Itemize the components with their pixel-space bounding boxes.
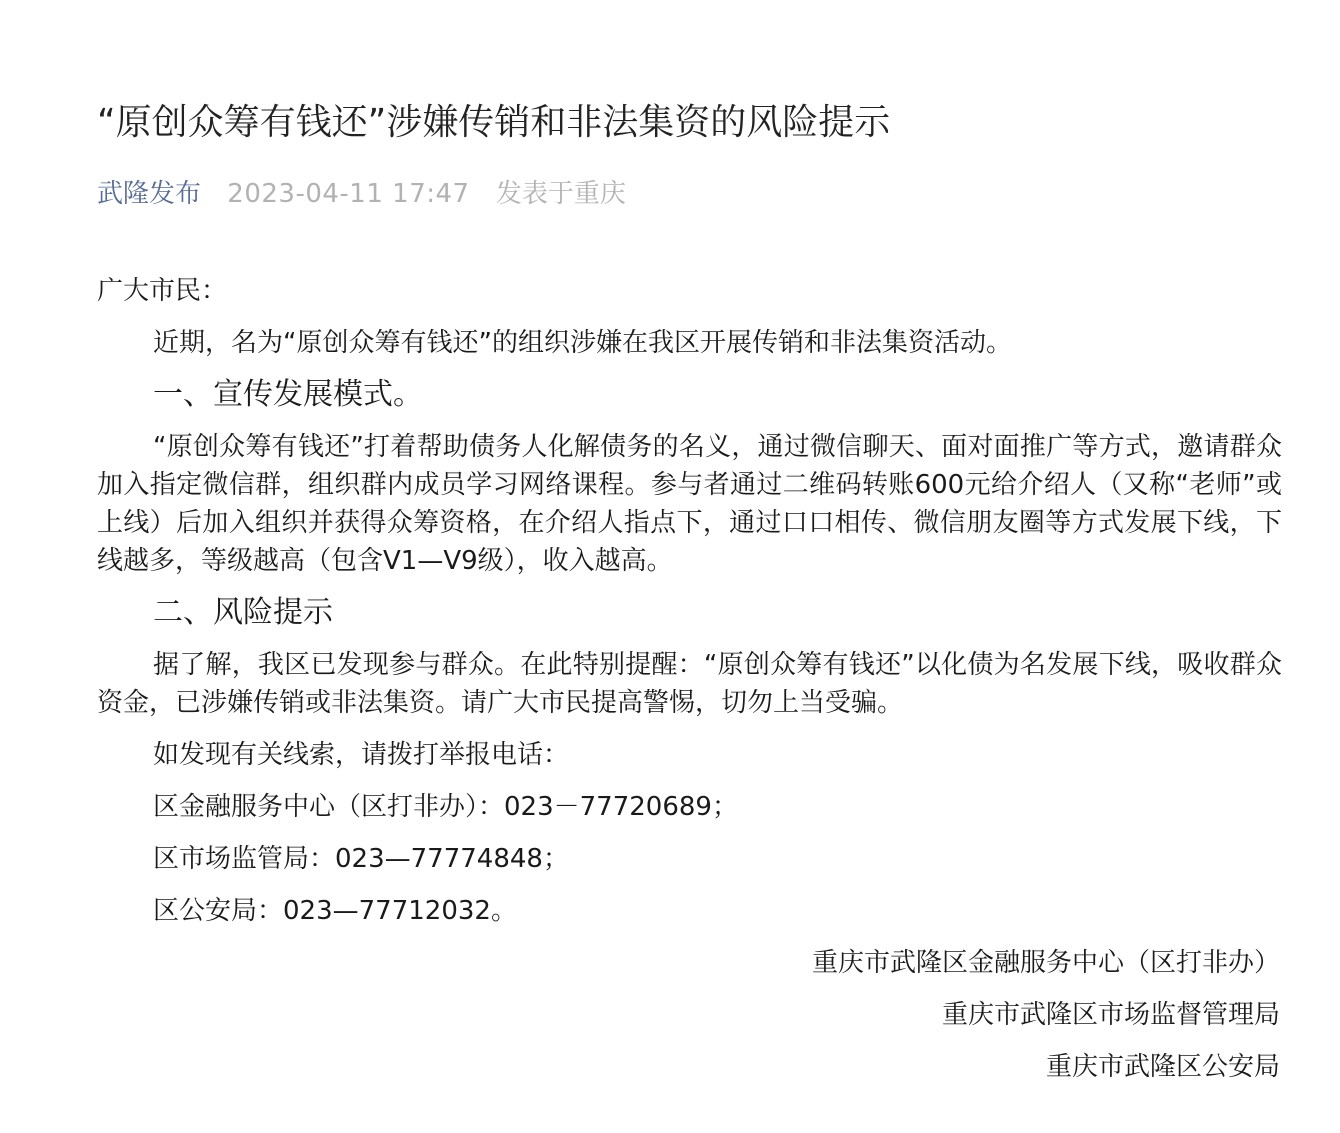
- article: [97, 90, 1282, 1100]
- publish-location: 发表于重庆: [495, 179, 626, 209]
- signature-line: 重庆市武隆区市场监督管理局: [941, 1000, 1280, 1030]
- contact-line: 区市场监管局：023—77774848；: [153, 844, 569, 874]
- signatures: [97, 944, 1282, 1086]
- intro-paragraph: 近期，名为“原创众筹有钱还”的组织涉嫌在我区开展传销和非法集资活动。: [153, 328, 1012, 358]
- section1-heading: 一、宣传发展模式。: [153, 377, 423, 412]
- section2-body: 据了解，我区已发现参与群众。在此特别提醒：“原创众筹有钱还”以化债为名发展下线，吸收群众资金，已涉嫌传销或非法集资。请广大市民提高警惕，切勿上当受骗。: [97, 650, 1282, 718]
- contact-line: 区公安局：023—77712032。: [153, 896, 517, 926]
- signature-line: 重庆市武隆区公安局: [1045, 1052, 1280, 1082]
- account-name-link[interactable]: 武隆发布: [97, 179, 202, 209]
- contact-intro: 如发现有关线索，请拨打举报电话：: [153, 740, 570, 770]
- publish-date: 2023-04-11 17:47: [227, 179, 470, 209]
- article-meta: [97, 168, 1282, 220]
- contact-line: 区金融服务中心（区打非办）：023－77720689；: [153, 792, 738, 822]
- article-content: [97, 272, 1282, 1086]
- section1-body: “原创众筹有钱还”打着帮助债务人化解债务的名义，通过微信聊天、面对面推广等方式，邀请群众加入指定微信群，组织群内成员学习网络课程。参与者通过二维码转账600元给介绍人（又称“老师”或上线）后加入组织并获得众筹资格，在介绍人指点下，通过口口相传、微信朋友圈等方式发展下线，下线越多，等级越高（包含V1—V9级），收入越高。: [97, 432, 1282, 576]
- salutation: 广大市民：: [97, 276, 228, 306]
- signature-line: 重庆市武隆区金融服务中心（区打非办）: [811, 948, 1280, 978]
- section2-heading: 二、风险提示: [153, 595, 333, 630]
- article-title: “原创众筹有钱还”涉嫌传销和非法集资的风险提示: [97, 102, 891, 143]
